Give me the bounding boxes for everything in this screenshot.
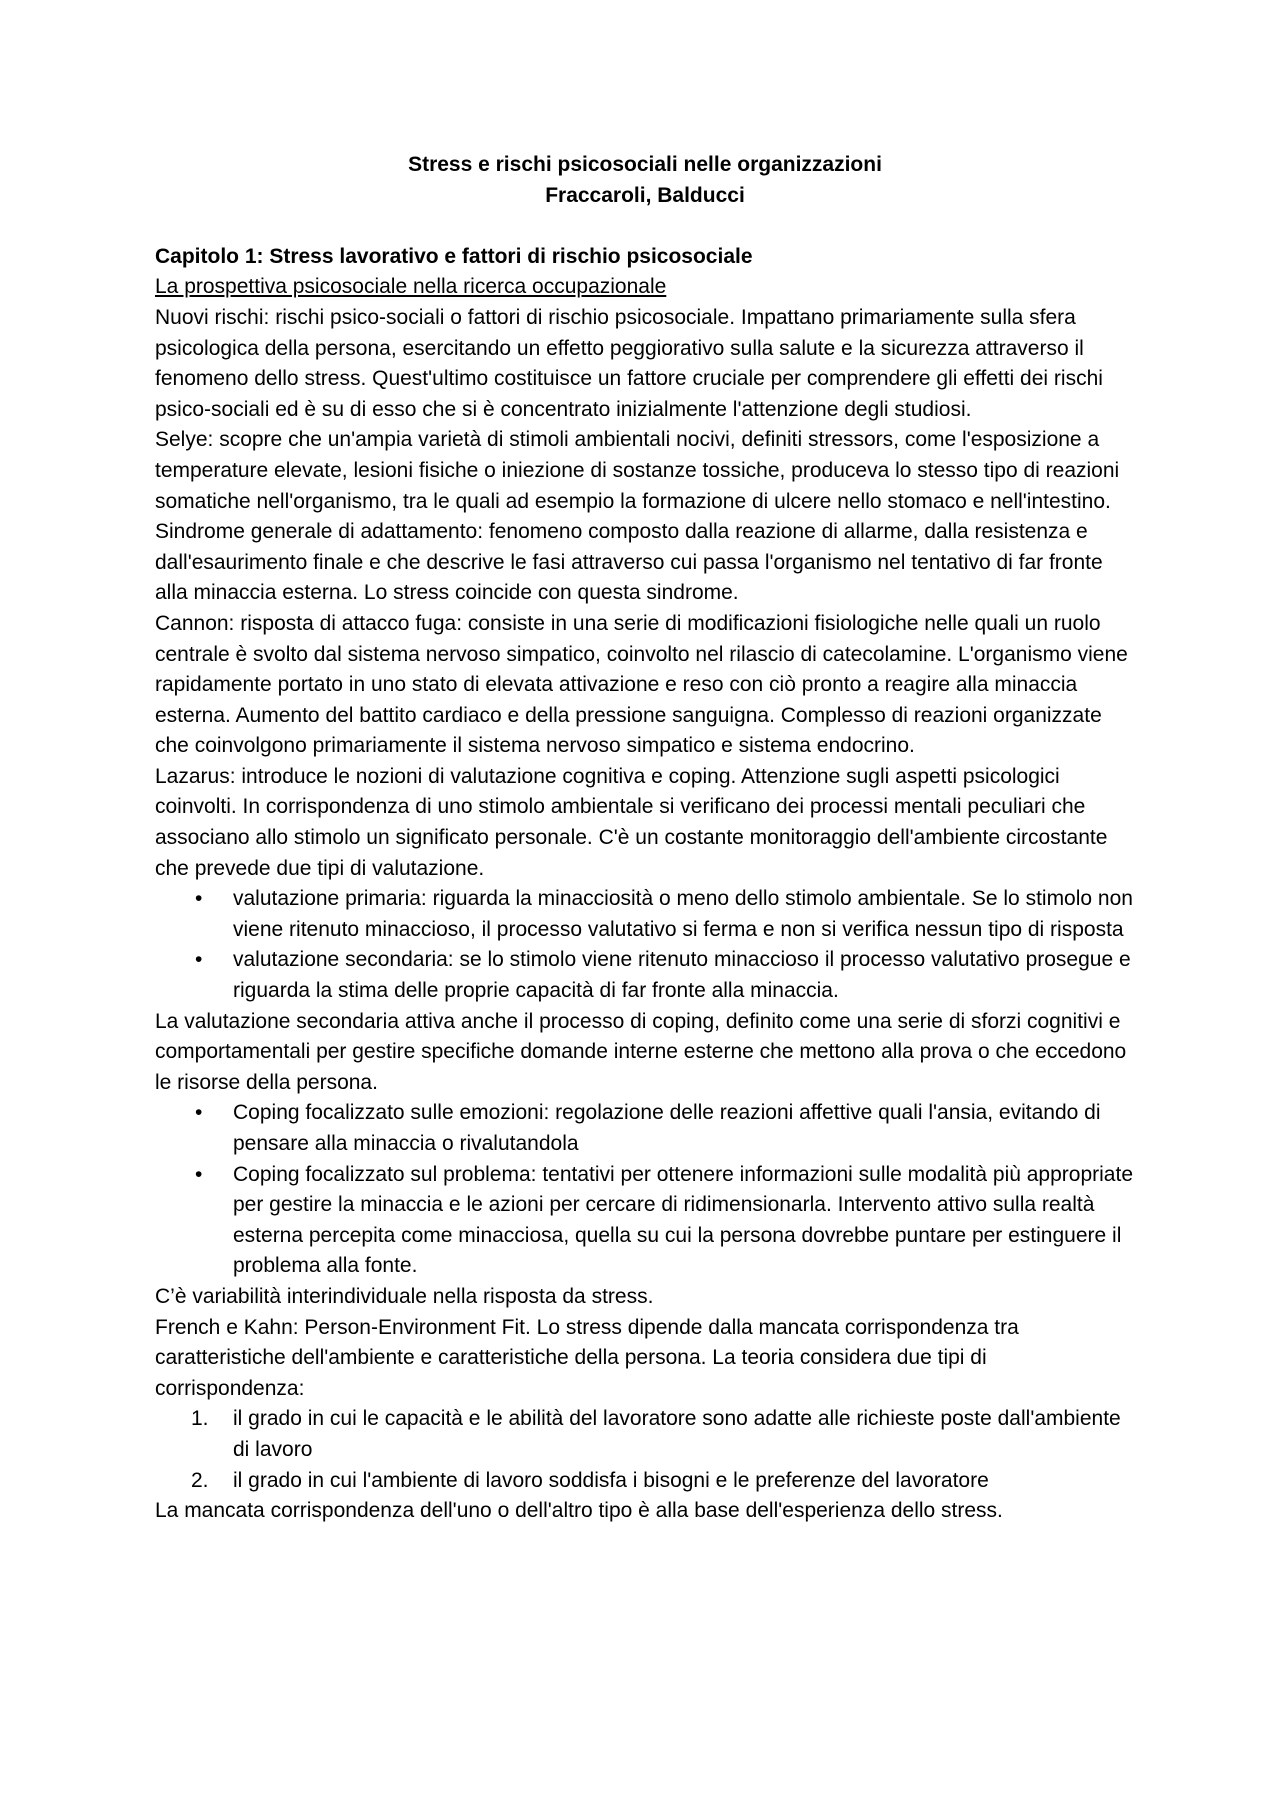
bullet-icon: • <box>195 1101 203 1125</box>
list-number: 2. <box>191 1468 209 1492</box>
bullet-icon: • <box>195 1162 203 1186</box>
list-number: 1. <box>191 1407 209 1431</box>
paragraph-coping: La valutazione secondaria attiva anche il processo di coping, definito come una serie di sforzi cognitivi e comportamentali per gestire specifiche domande interne esterne che mettono alla prova o che eccedono le risorse della persona. <box>155 1009 1127 1094</box>
list-item-text: Coping focalizzato sul problema: tentativi per ottenere informazioni sulle modalità più appropriate per gestire la minaccia e le azioni per cercare di ridimensionarla. Intervento attivo sulla realtà esterna percepita come minacciosa, quella su cui la persona dovrebbe puntare per estinguere il problema alla fonte. <box>233 1162 1133 1278</box>
list-item-text: Coping focalizzato sulle emozioni: regolazione delle reazioni affettive quali l'ansia, evitando di pensare alla minaccia o rivalutandola <box>233 1101 1101 1155</box>
list-item <box>155 884 1135 945</box>
document-authors: Fraccaroli, Balducci <box>545 183 745 207</box>
fit-list <box>155 1404 1135 1496</box>
paragraph-lazarus: Lazarus: introduce le nozioni di valutazione cognitiva e coping. Attenzione sugli aspetti psicologici coinvolti. In corrispondenza di uno stimolo ambientale si verificano dei processi mentali peculiari che associano allo stimolo un significato personale. C'è un costante monitoraggio dell'ambiente circostante che prevede due tipi di valutazione. <box>155 764 1108 880</box>
list-item <box>155 1098 1135 1159</box>
bullet-icon: • <box>195 948 203 972</box>
list-item <box>155 1404 1135 1465</box>
paragraph-closing: La mancata corrispondenza dell'uno o dell'altro tipo è alla base dell'esperienza dello stress. <box>155 1499 1003 1523</box>
list-item-text: valutazione secondaria: se lo stimolo viene ritenuto minaccioso il processo valutativo prosegue e riguarda la stima delle proprie capacità di far fronte alla minaccia. <box>233 948 1131 1003</box>
list-item-text: il grado in cui l'ambiente di lavoro soddisfa i bisogni e le preferenze del lavoratore <box>233 1468 989 1492</box>
paragraph-nuovi-rischi: Nuovi rischi: rischi psico-sociali o fattori di rischio psicosociale. Impattano primariamente sulla sfera psicologica della persona, esercitando un effetto peggiorativo sulla salute e la sicurezza attraverso il fenomeno dello stress. Quest'ultimo costituisce un fattore cruciale per comprendere gli effetti dei rischi psico-sociali ed è su di esso che si è concentrato inizialmente l'attenzione degli studiosi. <box>155 305 1103 421</box>
list-item <box>155 1466 1135 1497</box>
title-block <box>155 150 1135 211</box>
paragraph-selye: Selye: scopre che un'ampia varietà di stimoli ambientali nocivi, definiti stressors, come l'esposizione a temperature elevate, lesioni fisiche o iniezione di sostanze tossiche, produceva lo stesso tipo di reazioni somatiche nell'organismo, tra le quali ad esempio la formazione di ulcere nello stomaco e nell'intestino. Sindrome generale di adattamento: fenomeno composto dalla reazione di allarme, dalla resistenza e dall'esaurimento finale e che descrive le fasi attraverso cui passa l'organismo nel tentativo di far fronte alla minaccia esterna. Lo stress coincide con questa sindrome. <box>155 428 1120 605</box>
bullet-icon: • <box>195 887 203 911</box>
document-page <box>155 150 1135 1527</box>
valutazione-list <box>155 884 1135 1006</box>
paragraph-cannon: Cannon: risposta di attacco fuga: consiste in una serie di modificazioni fisiologiche nelle quali un ruolo centrale è svolto dal sistema nervoso simpatico, coinvolto nel rilascio di catecolamine. L'organismo viene rapidamente portato in uno stato di elevata attivazione e reso con ciò pronto a reagire alla minaccia esterna. Aumento del battito cardiaco e della pressione sanguigna. Complesso di reazioni organizzate che coinvolgono primariamente il sistema nervoso simpatico e sistema endocrino. <box>155 611 1128 758</box>
paragraph-variability: C’è variabilità interindividuale nella risposta da stress. <box>155 1284 654 1308</box>
paragraph-french-kahn: French e Kahn: Person-Environment Fit. Lo stress dipende dalla mancata corrispondenza tra caratteristiche dell'ambiente e caratteristiche della persona. La teoria considera due tipi di corrispondenza: <box>155 1315 1019 1400</box>
list-item-text: valutazione primaria: riguarda la minacciosità o meno dello stimolo ambientale. Se lo stimolo non viene ritenuto minaccioso, il processo valutativo si ferma e non si verifica nessun tipo di risposta <box>233 887 1133 941</box>
list-item <box>155 945 1135 1006</box>
section-heading: La prospettiva psicosociale nella ricerca occupazionale <box>155 275 667 299</box>
list-item-text: il grado in cui le capacità e le abilità del lavoratore sono adatte alle richieste poste dall'ambiente di lavoro <box>233 1407 1121 1461</box>
list-item <box>155 1160 1135 1282</box>
coping-list <box>155 1098 1135 1282</box>
document-title: Stress e rischi psicosociali nelle organizzazioni <box>408 153 882 176</box>
chapter-heading: Capitolo 1: Stress lavorativo e fattori di rischio psicosociale <box>155 244 753 268</box>
